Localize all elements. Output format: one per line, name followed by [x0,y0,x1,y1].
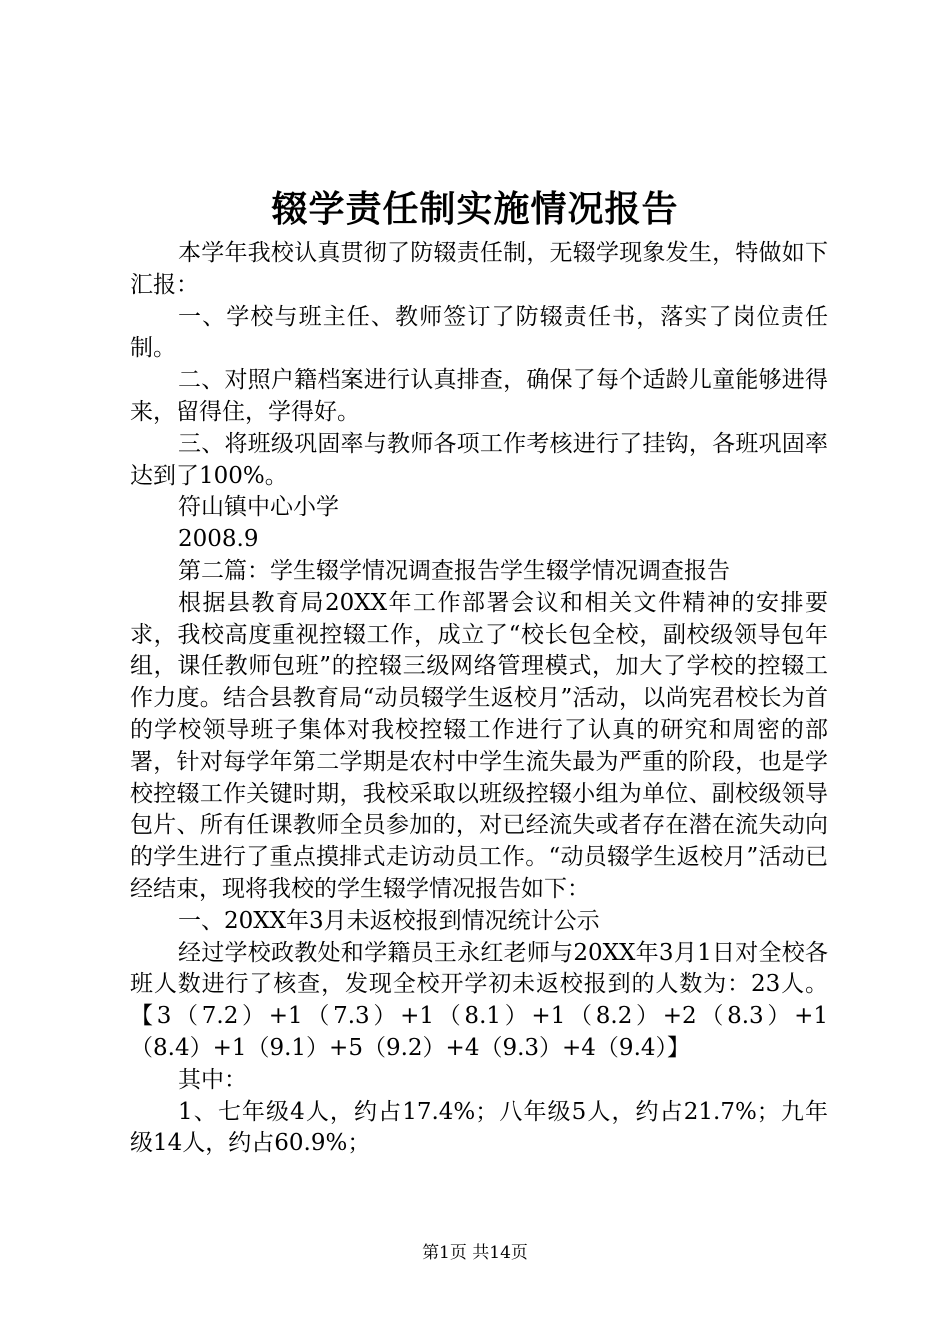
paragraph-grade-percentages: 1、七年级4人，约占17.4%；八年级5人，约占21.7%；九年级14人，约占60.9%； [130,1098,828,1157]
page-footer: 第1页 共14页 [422,1243,528,1263]
paragraph-verification: 经过学校政教处和学籍员王永红老师与20XX年3月1日对全校各班人数进行了核查，发现全校开学初未返校报到的人数为：23人。 [130,939,828,998]
section-heading-statistics: 一、20XX年3月未返校报到情况统计公示 [178,907,600,934]
paragraph-item-3: 三、将班级巩固率与教师各项工作考核进行了挂钩，各班巩固率达到了100%。 [130,430,828,489]
signature-school: 符山镇中心小学 [178,494,339,521]
paragraph-among: 其中： [178,1066,247,1093]
section-heading-part-two: 第二篇：学生辍学情况调查报告学生辍学情况调查报告 [178,557,730,584]
document-title: 辍学责任制实施情况报告 [271,188,679,230]
paragraph-item-1: 一、学校与班主任、教师签订了防辍责任书，落实了岗位责任制。 [130,303,828,362]
paragraph-item-2: 二、对照户籍档案进行认真排查，确保了每个适龄儿童能够进得来，留得住，学得好。 [130,367,828,425]
document-body [130,238,828,1160]
paragraph-background: 根据县教育局20XX年工作部署会议和相关文件精神的安排要求，我校高度重视控辍工作，成立了“校长包全校，副校级领导包年组，课任教师包班”的控辍三级网络管理模式，加大了学校的控辍工作力度。结合县教育局“动员辍学生返校月”活动，以尚宪君校长为首的学校领导班子集体对我校控辍工作进行了认真的研究和周密的部署，针对每学年第二学期是农村中学生流失最为严重的阶段，也是学校控辍工作关键时期，我校采取以班级控辍小组为单位、副校级领导包片、所有任课教师全员参加的，对已经流失或者存在潜在流失动向的学生进行了重点摸排式走访动员工作。“动员辍学生返校月”活动已经结束，现将我校的学生辍学情况报告如下： [130,589,828,902]
signature-date: 2008.9 [178,526,259,553]
paragraph-intro: 本学年我校认真贯彻了防辍责任制，无辍学现象发生，特做如下汇报： [130,240,828,298]
paragraph-class-breakdown: 【3（7.2）+1（7.3）+1（8.1）+1（8.2）+2（8.3）+1（8.4）+1（9.1）+5（9.2）+4（9.3）+4（9.4）】 [130,1003,828,1061]
